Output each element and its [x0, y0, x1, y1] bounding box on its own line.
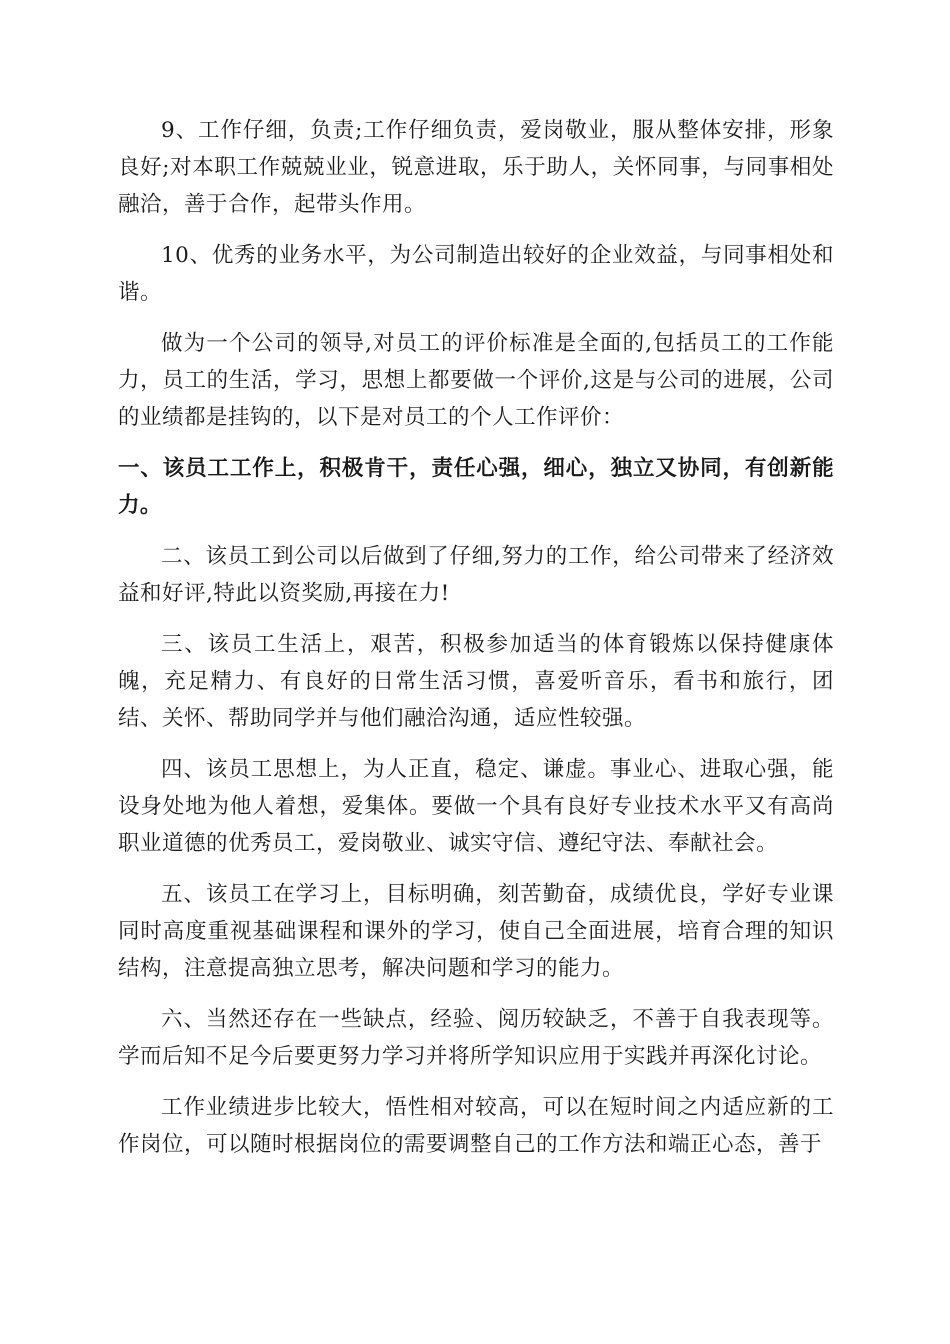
- paragraph-item-9: 9、工作仔细，负责;工作仔细负责，爱岗敬业，服从整体安排，形象良好;对本职工作兢兢业业，锐意进取，乐于助人，关怀同事，与同事相处融洽，善于合作，起带头作用。: [118, 118, 834, 217]
- document-body: [118, 112, 834, 1177]
- paragraph-heading-one: 一、该员工工作上，积极肯干，责任心强，细心，独立又协同，有创新能力。: [118, 456, 834, 518]
- paragraph-two: 二、该员工到公司以后做到了仔细,努力的工作，给公司带来了经济效益和好评,特此以资奖励,再接在力!: [118, 544, 834, 606]
- paragraph-performance: 工作业绩进步比较大，悟性相对较高，可以在短时间之内适应新的工作岗位，可以随时根据岗位的需要调整自己的工作方法和端正心态，善于: [118, 1095, 834, 1157]
- paragraph-four: 四、该员工思想上，为人正直，稳定、谦虚。事业心、进取心强，能设身处地为他人着想，爱集体。要做一个具有良好专业技术水平又有高尚职业道德的优秀员工，爱岗敬业、诚实守信、遵纪守法、奉献社会。: [118, 757, 834, 856]
- paragraph-three: 三、该员工生活上，艰苦，积极参加适当的体育锻炼以保持健康体魄，充足精力、有良好的日常生活习惯，喜爱听音乐，看书和旅行，团结、关怀、帮助同学并与他们融洽沟通，适应性较强。: [118, 632, 834, 731]
- paragraph-five: 五、该员工在学习上，目标明确，刻苦勤奋，成绩优良，学好专业课同时高度重视基础课程和课外的学习，使自己全面进展，培育合理的知识结构，注意提高独立思考，解决问题和学习的能力。: [118, 882, 834, 981]
- paragraph-intro: 做为一个公司的领导,对员工的评价标准是全面的,包括员工的工作能力，员工的生活，学习，思想上都要做一个评价,这是与公司的进展，公司的业绩都是挂钩的，以下是对员工的个人工作评价：: [118, 331, 834, 430]
- paragraph-item-10: 10、优秀的业务水平，为公司制造出较好的企业效益，与同事相处和谐。: [118, 243, 834, 305]
- paragraph-six: 六、当然还存在一些缺点，经验、阅历较缺乏，不善于自我表现等。学而后知不足今后要更努力学习并将所学知识应用于实践并再深化讨论。: [118, 1007, 834, 1069]
